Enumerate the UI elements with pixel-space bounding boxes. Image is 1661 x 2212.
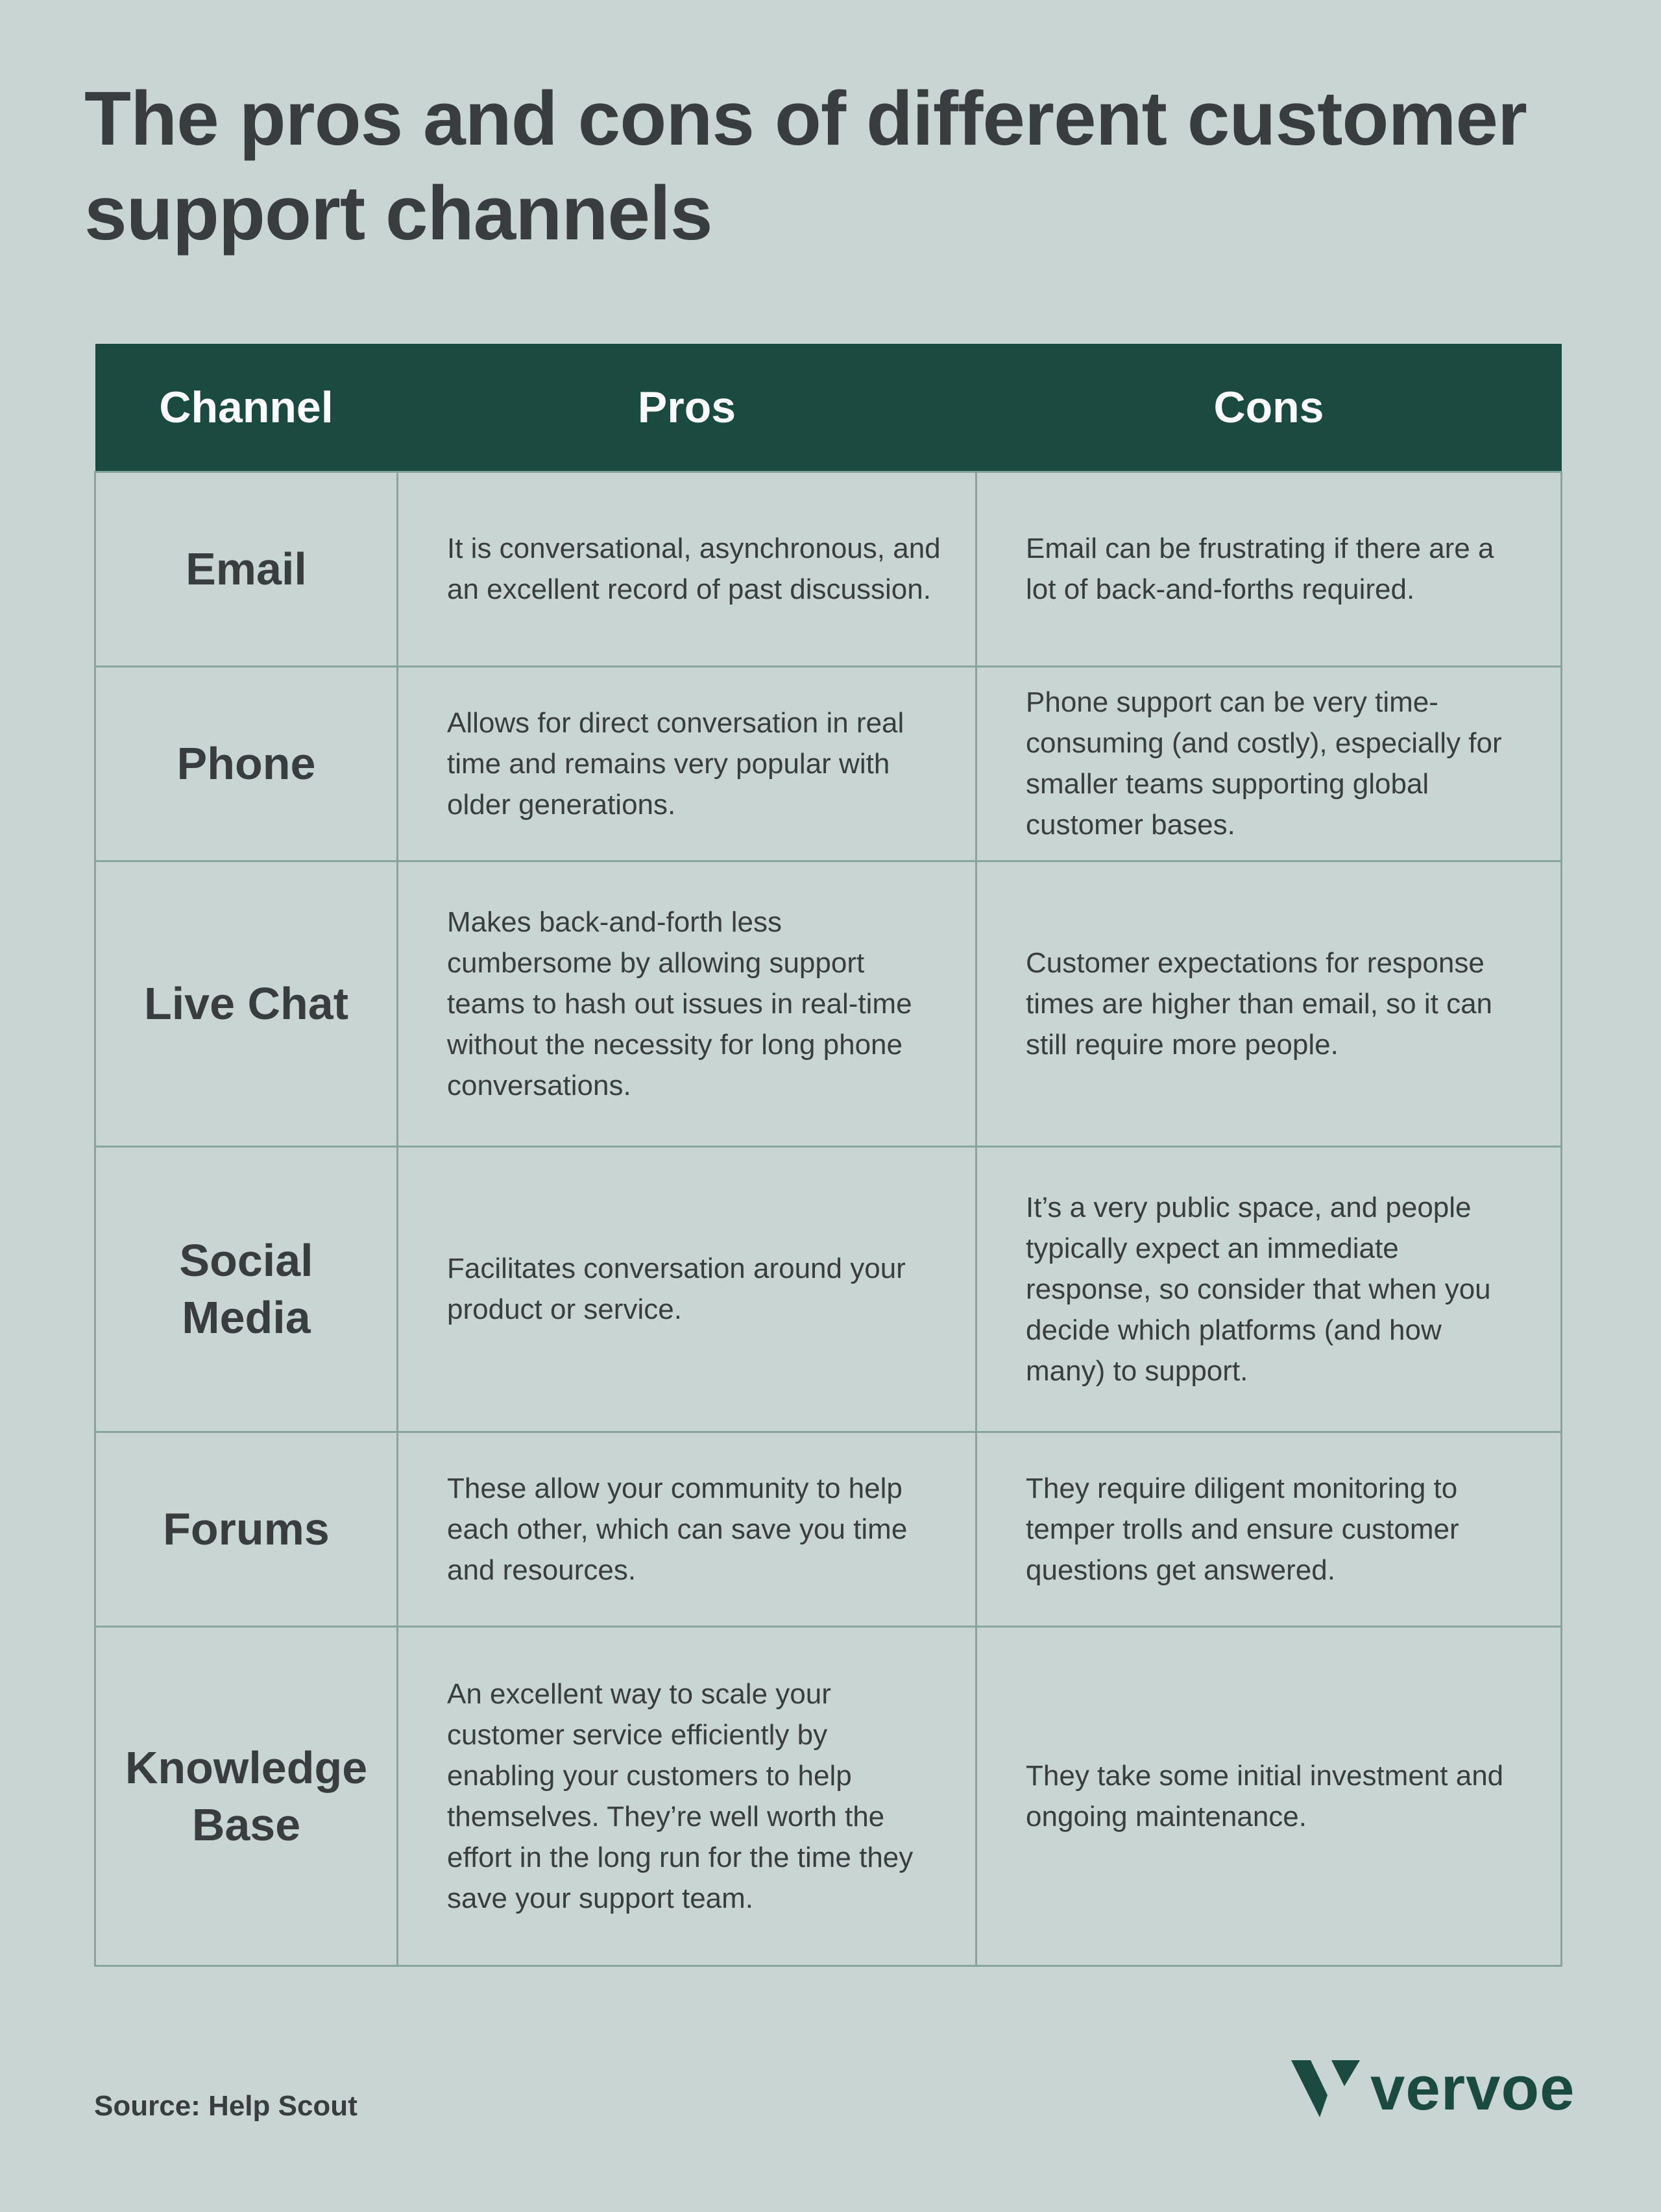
- channel-name: Phone: [95, 666, 398, 861]
- header-cons: Cons: [976, 344, 1562, 472]
- channel-name: Social Media: [95, 1146, 398, 1432]
- pros-cell: An excellent way to scale your customer service efficiently by enabling your customers to help themselves. They’re well worth the effort in the long run for the time they save your support team.: [398, 1626, 976, 1966]
- table-row: [95, 472, 1562, 666]
- table-row: [95, 861, 1562, 1146]
- table-row: [95, 666, 1562, 861]
- cons-cell: They require diligent monitoring to temper trolls and ensure customer questions get answered.: [976, 1432, 1562, 1626]
- channel-name: Knowledge Base: [95, 1626, 398, 1966]
- cons-cell: They take some initial investment and ongoing maintenance.: [976, 1626, 1562, 1966]
- pros-cell: Allows for direct conversation in real time and remains very popular with older generations.: [398, 666, 976, 861]
- channel-name: Email: [95, 472, 398, 666]
- channel-name: Forums: [95, 1432, 398, 1626]
- pros-cell: Makes back-and-forth less cumbersome by allowing support teams to hash out issues in real-time without the necessity for long phone conversations.: [398, 861, 976, 1146]
- table-row: [95, 1146, 1562, 1432]
- header-channel: Channel: [95, 344, 398, 472]
- cons-cell: Phone support can be very time-consuming (and costly), especially for smaller teams supporting global customer bases.: [976, 666, 1562, 861]
- vervoe-v-logo-icon: [1291, 2060, 1360, 2117]
- header-pros: Pros: [398, 344, 976, 472]
- logo-text: vervoe: [1370, 2054, 1575, 2123]
- source-note: Source: Help Scout: [94, 2090, 358, 2122]
- pros-cell: These allow your community to help each other, which can save you time and resources.: [398, 1432, 976, 1626]
- pros-cell: Facilitates conversation around your product or service.: [398, 1146, 976, 1432]
- channel-name: Live Chat: [95, 861, 398, 1146]
- vervoe-logo: [1291, 2056, 1575, 2121]
- table-header-row: [95, 344, 1562, 472]
- pros-cons-table: [94, 344, 1562, 1967]
- table-row: [95, 1432, 1562, 1626]
- cons-cell: It’s a very public space, and people typically expect an immediate response, so consider that when you decide which platforms (and how many) to support.: [976, 1146, 1562, 1432]
- pros-cell: It is conversational, asynchronous, and an excellent record of past discussion.: [398, 472, 976, 666]
- table-row: [95, 1626, 1562, 1966]
- cons-cell: Customer expectations for response times are higher than email, so it can still require more people.: [976, 861, 1562, 1146]
- cons-cell: Email can be frustrating if there are a lot of back-and-forths required.: [976, 472, 1562, 666]
- page-title: The pros and cons of different customer support channels: [84, 76, 1527, 256]
